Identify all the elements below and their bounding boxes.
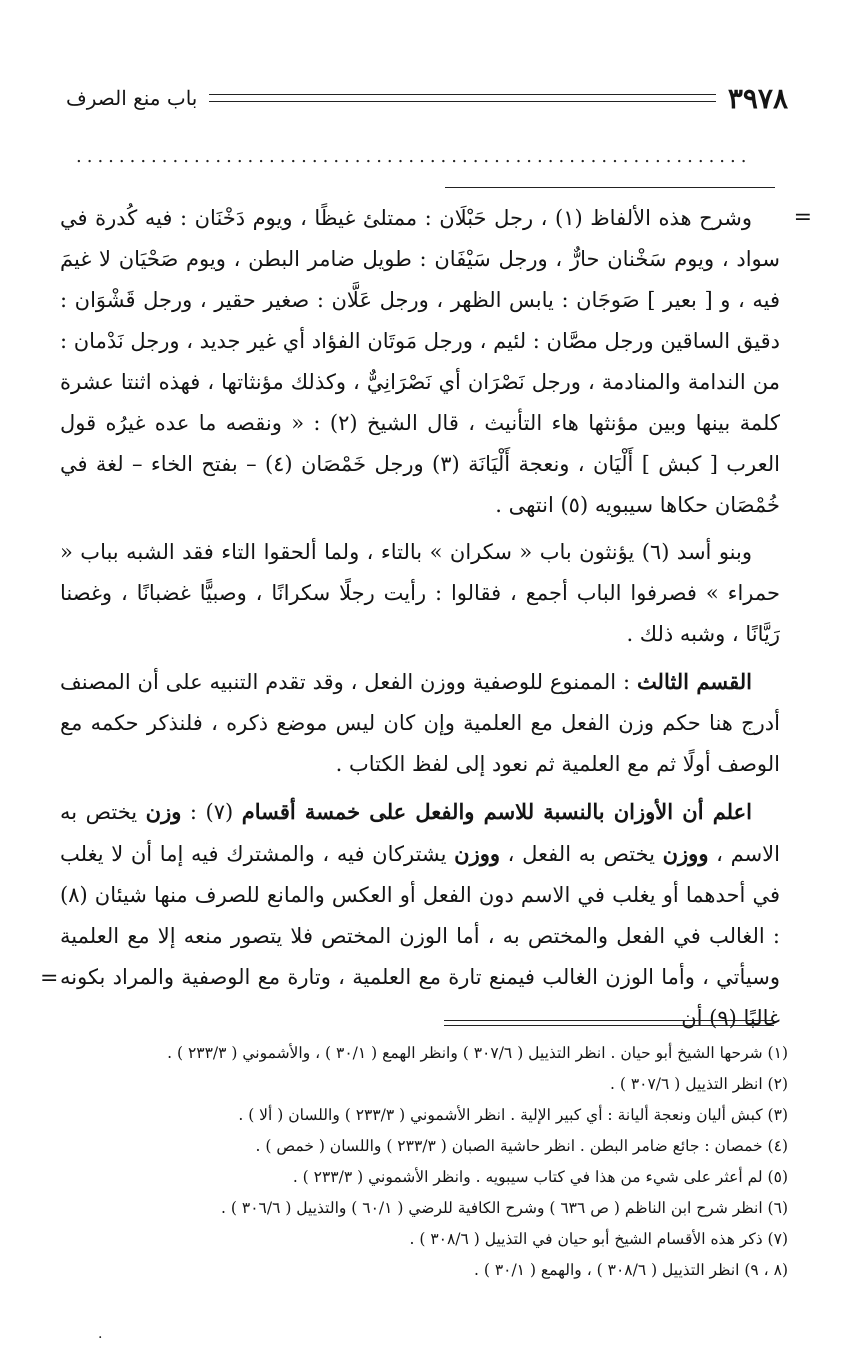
paragraph-1: وشرح هذه الألفاظ (١) ، رجل حَبْلَان : ممتلئ غيظًا ، ويوم دَخْنَان : فيه كُدرة في سواد ، ويوم سَخْنان حارٌّ ، ورجل سَيْفَان : طويل ضامر البطن ، ويوم صَحْيَان لا غيمَ فيه ، و [ بعير ] صَوجَان : يابس الظهر ، ورجل عَلَّان : صغير حقير ، ورجل قَشْوَان : دقيق الساقين ورجل مصَّان : لئيم ، ورجل مَوتَان الفؤاد أي غير جديد ، ورجل نَدْمان : من الندامة والمنادمة ، ورجل نَصْرَان أي نَصْرَانِيٌّ ، وكذلك مؤنثاتها ، فهذه اثنتا عشرة كلمة بينها وبين مؤنثها هاء التأنيث ، قال الشيخ (٢) : « ونقصه ما عده غيرُه قول العرب [ كبش ] أَلْيَان ، ونعجة أَلْيَانَة (٣) ورجل خَمْصَان (٤) – بفتح الخاء – لغة في خُمْصَان حكاها سيبويه (٥) انتهى . [60, 206, 781, 517]
footnotes [60, 1038, 788, 1286]
footnote: (٣) كبش أليان ونعجة أليانة : أي كبير الإلية . انظر الأشموني ( ٢٣٣/٣ ) واللسان ( ألا ) . [238, 1106, 788, 1124]
page-number: ٣٩٧٨ [727, 81, 788, 115]
term-wazn-3: ووزن [454, 841, 501, 866]
main-text [60, 198, 780, 1039]
footnote-rule [444, 1020, 774, 1026]
paragraph-3-text: : الممنوع للوصفية ووزن الفعل ، وقد تقدم التنبيه على أن المصنف أدرج هنا حكم وزن الفعل مع العلمية وإن كان ليس موضع ذكره ، فلنذكر حكمه مع الوصف أولًا ثم مع العلمية ثم نعود إلى لفظ الكتاب . [60, 670, 780, 776]
continuation-mark-end: = [40, 966, 59, 991]
section-rule [445, 187, 775, 188]
chapter-title: باب منع الصرف [66, 86, 198, 110]
paragraph-2: وبنو أسد (٦) يؤنثون باب « سكران » بالتاء ، ولما ألحقوا التاء فقد الشبه بباب « حمراء » فصرفوا الباب أجمع ، فقالوا : رأيت رجلًا سكرانًا ، وصبيًّا غضبانًا ، وغصنا رَيَّانًا ، وشبه ذلك . [60, 540, 780, 646]
paragraph-4-text-a: (٧) : [181, 800, 242, 824]
paragraph-4-text-c: يختص به الفعل ، [500, 842, 663, 866]
dotted-separator: ............................................................... [76, 146, 752, 167]
paragraph-4-text-d: يشتركان فيه ، والمشترك فيه إما أن لا يغلب في أحدهما أو يغلب في الاسم دون الفعل أو العكس والمانع للصرف منها شيئان (٨) : الغالب في الفعل والمختص به ، أما الوزن المختص فلا يتصور منعه إلا مع العلمية وسيأتي ، وأما الوزن الغالب فيمنع تارة مع العلمية ، وتارة مع الوصفية والمراد بكونه غالبًا (٩) أن [60, 842, 780, 1030]
footnote: (١) شرحها الشيخ أبو حيان . انظر التذييل ( ٣٠٧/٦ ) وانظر الهمع ( ٣٠/١ ) ، والأشموني ( ٢٣٣/٣ ) . [167, 1044, 788, 1062]
footnote: (٢) انظر التذييل ( ٣٠٧/٦ ) . [609, 1075, 788, 1093]
footnote: (٦) انظر شرح ابن الناظم ( ص ٦٣٦ ) وشرح الكافية للرضي ( ٦٠/١ ) والتذييل ( ٣٠٦/٦ ) . [221, 1199, 788, 1217]
paragraph-4-text-b: يختص به الاسم ، [60, 800, 780, 866]
header-double-rule [209, 94, 715, 102]
term-wazn-2: ووزن [662, 841, 709, 866]
footnote: (٤) خمصان : جائع ضامر البطن . انظر حاشية الصبان ( ٢٣٣/٣ ) واللسان ( خمص ) . [255, 1137, 788, 1155]
section-heading: القسم الثالث [636, 669, 752, 694]
running-header [66, 78, 788, 118]
bottom-mark: . [98, 1326, 103, 1342]
footnote: (٥) لم أعثر على شيء من هذا في كتاب سيبويه . وانظر الأشموني ( ٢٣٣/٣ ) . [292, 1168, 788, 1186]
continuation-mark-start: = [793, 205, 812, 230]
paragraph-4-lead: اعلم أن الأوزان بالنسبة للاسم والفعل على خمسة أقسام [241, 799, 752, 824]
term-wazn-1: وزن [145, 799, 182, 824]
paragraph-4 [60, 791, 780, 1039]
footnote: (٨ ، ٩) انظر التذييل ( ٣٠٨/٦ ) ، والهمع ( ٣٠/١ ) . [473, 1261, 788, 1279]
paragraph-3 [60, 661, 780, 785]
footnote: (٧) ذكر هذه الأقسام الشيخ أبو حيان في التذييل ( ٣٠٨/٦ ) . [409, 1230, 788, 1248]
